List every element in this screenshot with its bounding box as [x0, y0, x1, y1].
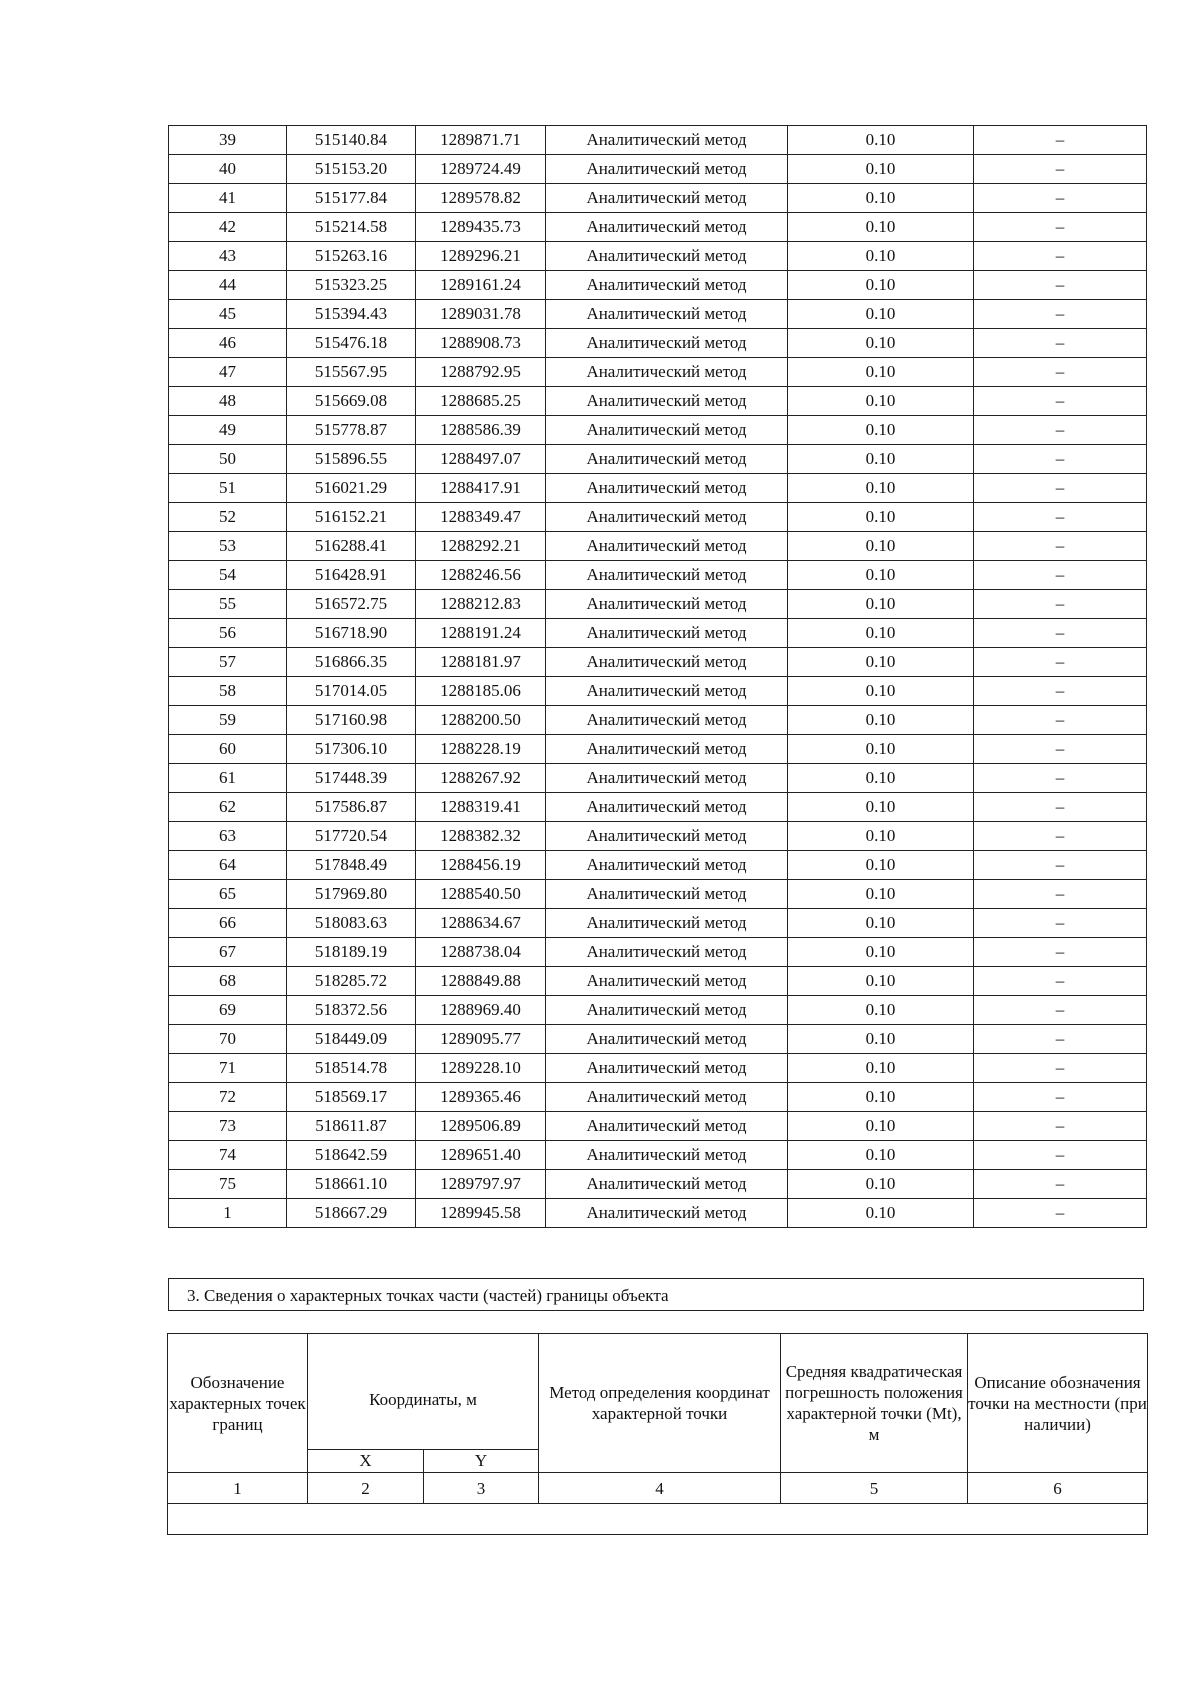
coord-x: 515669.08 — [287, 387, 416, 416]
column-number-2: 2 — [308, 1473, 424, 1504]
coord-x: 518372.56 — [287, 996, 416, 1025]
mt-value: 0.10 — [788, 445, 974, 474]
description: – — [974, 474, 1147, 503]
table-row — [169, 271, 1147, 300]
description: – — [974, 764, 1147, 793]
coord-x: 518642.59 — [287, 1141, 416, 1170]
table-row — [169, 1083, 1147, 1112]
point-number: 56 — [169, 619, 287, 648]
description: – — [974, 532, 1147, 561]
description: – — [974, 648, 1147, 677]
description: – — [974, 1083, 1147, 1112]
table-row — [169, 735, 1147, 764]
mt-value: 0.10 — [788, 793, 974, 822]
mt-value: 0.10 — [788, 474, 974, 503]
table-row — [169, 126, 1147, 155]
coord-y: 1288586.39 — [416, 416, 546, 445]
table-row — [169, 300, 1147, 329]
coord-y: 1288228.19 — [416, 735, 546, 764]
point-number: 59 — [169, 706, 287, 735]
header-mt: Средняя квадратическая погрешность положения характерной точки (Mt), м — [781, 1334, 968, 1473]
table-row — [169, 996, 1147, 1025]
method: Аналитический метод — [546, 445, 788, 474]
coord-x: 518514.78 — [287, 1054, 416, 1083]
header-method: Метод определения координат характерной точки — [539, 1334, 781, 1473]
header-x: X — [308, 1450, 424, 1473]
description: – — [974, 358, 1147, 387]
mt-value: 0.10 — [788, 996, 974, 1025]
coord-x: 517586.87 — [287, 793, 416, 822]
coord-x: 516572.75 — [287, 590, 416, 619]
coord-x: 515896.55 — [287, 445, 416, 474]
description: – — [974, 1199, 1147, 1228]
description: – — [974, 706, 1147, 735]
method: Аналитический метод — [546, 503, 788, 532]
method: Аналитический метод — [546, 851, 788, 880]
mt-value: 0.10 — [788, 851, 974, 880]
method: Аналитический метод — [546, 416, 788, 445]
coord-y: 1289651.40 — [416, 1141, 546, 1170]
table-row — [169, 938, 1147, 967]
coord-y: 1289031.78 — [416, 300, 546, 329]
coord-x: 515177.84 — [287, 184, 416, 213]
point-number: 70 — [169, 1025, 287, 1054]
description: – — [974, 996, 1147, 1025]
section-3-title: 3. Сведения о характерных точках части (частей) границы объекта — [168, 1278, 1144, 1311]
column-number-4: 4 — [539, 1473, 781, 1504]
coord-x: 515567.95 — [287, 358, 416, 387]
coord-y: 1289161.24 — [416, 271, 546, 300]
coord-x: 517720.54 — [287, 822, 416, 851]
table-row — [169, 880, 1147, 909]
part-boundary-points-table — [167, 1333, 1148, 1535]
description: – — [974, 880, 1147, 909]
point-number: 44 — [169, 271, 287, 300]
method: Аналитический метод — [546, 590, 788, 619]
description: – — [974, 213, 1147, 242]
mt-value: 0.10 — [788, 706, 974, 735]
method: Аналитический метод — [546, 1112, 788, 1141]
coord-x: 517014.05 — [287, 677, 416, 706]
point-number: 74 — [169, 1141, 287, 1170]
mt-value: 0.10 — [788, 532, 974, 561]
description: – — [974, 503, 1147, 532]
method: Аналитический метод — [546, 1170, 788, 1199]
coord-x: 516718.90 — [287, 619, 416, 648]
description: – — [974, 445, 1147, 474]
method: Аналитический метод — [546, 677, 788, 706]
method: Аналитический метод — [546, 474, 788, 503]
method: Аналитический метод — [546, 126, 788, 155]
table-row — [169, 1054, 1147, 1083]
description: – — [974, 1025, 1147, 1054]
coord-x: 515263.16 — [287, 242, 416, 271]
point-number: 63 — [169, 822, 287, 851]
method: Аналитический метод — [546, 242, 788, 271]
description: – — [974, 938, 1147, 967]
method: Аналитический метод — [546, 764, 788, 793]
method: Аналитический метод — [546, 1025, 788, 1054]
point-number: 54 — [169, 561, 287, 590]
mt-value: 0.10 — [788, 155, 974, 184]
method: Аналитический метод — [546, 358, 788, 387]
column-number-5: 5 — [781, 1473, 968, 1504]
table-row — [169, 474, 1147, 503]
coord-y: 1289578.82 — [416, 184, 546, 213]
method: Аналитический метод — [546, 735, 788, 764]
coord-y: 1288267.92 — [416, 764, 546, 793]
column-number-3: 3 — [424, 1473, 539, 1504]
mt-value: 0.10 — [788, 1170, 974, 1199]
coord-y: 1288417.91 — [416, 474, 546, 503]
point-number: 49 — [169, 416, 287, 445]
method: Аналитический метод — [546, 938, 788, 967]
point-number: 65 — [169, 880, 287, 909]
coord-y: 1289724.49 — [416, 155, 546, 184]
coord-x: 516428.91 — [287, 561, 416, 590]
column-number-6: 6 — [968, 1473, 1148, 1504]
coord-x: 515778.87 — [287, 416, 416, 445]
coord-x: 517448.39 — [287, 764, 416, 793]
coord-x: 518661.10 — [287, 1170, 416, 1199]
boundary-points-table — [168, 125, 1147, 1228]
coord-y: 1288349.47 — [416, 503, 546, 532]
point-number: 42 — [169, 213, 287, 242]
mt-value: 0.10 — [788, 1141, 974, 1170]
description: – — [974, 1112, 1147, 1141]
coord-y: 1288191.24 — [416, 619, 546, 648]
coord-y: 1289228.10 — [416, 1054, 546, 1083]
coord-y: 1289296.21 — [416, 242, 546, 271]
description: – — [974, 619, 1147, 648]
mt-value: 0.10 — [788, 300, 974, 329]
table-row — [169, 793, 1147, 822]
mt-value: 0.10 — [788, 1083, 974, 1112]
table-row — [169, 416, 1147, 445]
coord-y: 1288185.06 — [416, 677, 546, 706]
table-row — [169, 706, 1147, 735]
table-row — [169, 213, 1147, 242]
table-row — [169, 677, 1147, 706]
point-number: 61 — [169, 764, 287, 793]
point-number: 73 — [169, 1112, 287, 1141]
method: Аналитический метод — [546, 155, 788, 184]
mt-value: 0.10 — [788, 184, 974, 213]
coord-x: 518449.09 — [287, 1025, 416, 1054]
description: – — [974, 242, 1147, 271]
mt-value: 0.10 — [788, 271, 974, 300]
coord-y: 1288540.50 — [416, 880, 546, 909]
table-row — [169, 1025, 1147, 1054]
coord-y: 1288200.50 — [416, 706, 546, 735]
point-number: 40 — [169, 155, 287, 184]
coord-x: 515214.58 — [287, 213, 416, 242]
mt-value: 0.10 — [788, 1025, 974, 1054]
description: – — [974, 126, 1147, 155]
mt-value: 0.10 — [788, 938, 974, 967]
description: – — [974, 909, 1147, 938]
coord-y: 1288685.25 — [416, 387, 546, 416]
description: – — [974, 300, 1147, 329]
mt-value: 0.10 — [788, 822, 974, 851]
point-number: 1 — [169, 1199, 287, 1228]
point-number: 72 — [169, 1083, 287, 1112]
coord-y: 1288319.41 — [416, 793, 546, 822]
coord-y: 1289506.89 — [416, 1112, 546, 1141]
method: Аналитический метод — [546, 1199, 788, 1228]
coord-y: 1288849.88 — [416, 967, 546, 996]
mt-value: 0.10 — [788, 735, 974, 764]
empty-data-row — [168, 1504, 1148, 1535]
description: – — [974, 851, 1147, 880]
coord-x: 518569.17 — [287, 1083, 416, 1112]
method: Аналитический метод — [546, 300, 788, 329]
point-number: 75 — [169, 1170, 287, 1199]
description: – — [974, 793, 1147, 822]
description: – — [974, 155, 1147, 184]
description: – — [974, 561, 1147, 590]
point-number: 43 — [169, 242, 287, 271]
coord-y: 1288634.67 — [416, 909, 546, 938]
mt-value: 0.10 — [788, 358, 974, 387]
table-row — [169, 851, 1147, 880]
method: Аналитический метод — [546, 706, 788, 735]
point-number: 52 — [169, 503, 287, 532]
table-row — [169, 909, 1147, 938]
table-row — [169, 387, 1147, 416]
table-row — [169, 503, 1147, 532]
point-number: 50 — [169, 445, 287, 474]
mt-value: 0.10 — [788, 126, 974, 155]
description: – — [974, 735, 1147, 764]
coord-y: 1288212.83 — [416, 590, 546, 619]
coord-y: 1289797.97 — [416, 1170, 546, 1199]
mt-value: 0.10 — [788, 619, 974, 648]
coord-x: 515323.25 — [287, 271, 416, 300]
description: – — [974, 1054, 1147, 1083]
coord-x: 515394.43 — [287, 300, 416, 329]
coord-x: 516866.35 — [287, 648, 416, 677]
description: – — [974, 967, 1147, 996]
method: Аналитический метод — [546, 213, 788, 242]
mt-value: 0.10 — [788, 387, 974, 416]
coord-x: 515476.18 — [287, 329, 416, 358]
description: – — [974, 271, 1147, 300]
coord-x: 516288.41 — [287, 532, 416, 561]
description: – — [974, 184, 1147, 213]
coord-x: 516021.29 — [287, 474, 416, 503]
point-number: 58 — [169, 677, 287, 706]
table-row — [169, 532, 1147, 561]
coord-x: 517848.49 — [287, 851, 416, 880]
coord-y: 1288908.73 — [416, 329, 546, 358]
point-number: 55 — [169, 590, 287, 619]
method: Аналитический метод — [546, 561, 788, 590]
coord-x: 515140.84 — [287, 126, 416, 155]
coord-y: 1289365.46 — [416, 1083, 546, 1112]
table-row — [169, 561, 1147, 590]
point-number: 46 — [169, 329, 287, 358]
header-y: Y — [424, 1450, 539, 1473]
mt-value: 0.10 — [788, 329, 974, 358]
description: – — [974, 590, 1147, 619]
table-row — [169, 1112, 1147, 1141]
method: Аналитический метод — [546, 619, 788, 648]
description: – — [974, 822, 1147, 851]
method: Аналитический метод — [546, 996, 788, 1025]
point-number: 57 — [169, 648, 287, 677]
mt-value: 0.10 — [788, 677, 974, 706]
description: – — [974, 416, 1147, 445]
description: – — [974, 1170, 1147, 1199]
table-row — [169, 648, 1147, 677]
method: Аналитический метод — [546, 648, 788, 677]
point-number: 67 — [169, 938, 287, 967]
mt-value: 0.10 — [788, 590, 974, 619]
header-coordinates-label: Координаты, м — [369, 1390, 477, 1409]
description: – — [974, 387, 1147, 416]
description: – — [974, 677, 1147, 706]
coord-y: 1289945.58 — [416, 1199, 546, 1228]
mt-value: 0.10 — [788, 764, 974, 793]
table-row — [169, 155, 1147, 184]
coord-y: 1288792.95 — [416, 358, 546, 387]
coord-x: 518285.72 — [287, 967, 416, 996]
method: Аналитический метод — [546, 1141, 788, 1170]
method: Аналитический метод — [546, 271, 788, 300]
table-row — [169, 1141, 1147, 1170]
method: Аналитический метод — [546, 967, 788, 996]
coord-y: 1288181.97 — [416, 648, 546, 677]
coord-y: 1288497.07 — [416, 445, 546, 474]
table-row — [169, 445, 1147, 474]
method: Аналитический метод — [546, 387, 788, 416]
table-row — [169, 590, 1147, 619]
point-number: 39 — [169, 126, 287, 155]
coord-y: 1289095.77 — [416, 1025, 546, 1054]
point-number: 45 — [169, 300, 287, 329]
coord-y: 1288969.40 — [416, 996, 546, 1025]
coord-x: 516152.21 — [287, 503, 416, 532]
method: Аналитический метод — [546, 184, 788, 213]
point-number: 62 — [169, 793, 287, 822]
method: Аналитический метод — [546, 822, 788, 851]
coord-y: 1288292.21 — [416, 532, 546, 561]
point-number: 69 — [169, 996, 287, 1025]
header-description: Описание обозначения точки на местности (при наличии) — [968, 1334, 1148, 1473]
coord-x: 518667.29 — [287, 1199, 416, 1228]
description: – — [974, 1141, 1147, 1170]
mt-value: 0.10 — [788, 1199, 974, 1228]
point-number: 48 — [169, 387, 287, 416]
header-coordinates — [308, 1334, 539, 1450]
point-number: 51 — [169, 474, 287, 503]
mt-value: 0.10 — [788, 648, 974, 677]
coord-x: 517306.10 — [287, 735, 416, 764]
header-designation: Обозначение характерных точек границ — [168, 1334, 308, 1473]
coord-y: 1289871.71 — [416, 126, 546, 155]
method: Аналитический метод — [546, 329, 788, 358]
point-number: 60 — [169, 735, 287, 764]
point-number: 53 — [169, 532, 287, 561]
coord-x: 518083.63 — [287, 909, 416, 938]
mt-value: 0.10 — [788, 909, 974, 938]
column-number-1: 1 — [168, 1473, 308, 1504]
table-row — [169, 184, 1147, 213]
mt-value: 0.10 — [788, 242, 974, 271]
method: Аналитический метод — [546, 532, 788, 561]
table-row — [169, 1199, 1147, 1228]
table-row — [169, 764, 1147, 793]
table-row — [169, 329, 1147, 358]
coord-x: 515153.20 — [287, 155, 416, 184]
point-number: 64 — [169, 851, 287, 880]
coord-y: 1288456.19 — [416, 851, 546, 880]
method: Аналитический метод — [546, 793, 788, 822]
mt-value: 0.10 — [788, 880, 974, 909]
mt-value: 0.10 — [788, 1112, 974, 1141]
mt-value: 0.10 — [788, 561, 974, 590]
coord-y: 1288246.56 — [416, 561, 546, 590]
mt-value: 0.10 — [788, 416, 974, 445]
method: Аналитический метод — [546, 1054, 788, 1083]
method: Аналитический метод — [546, 909, 788, 938]
point-number: 71 — [169, 1054, 287, 1083]
coord-y: 1288382.32 — [416, 822, 546, 851]
method: Аналитический метод — [546, 1083, 788, 1112]
method: Аналитический метод — [546, 880, 788, 909]
mt-value: 0.10 — [788, 503, 974, 532]
table-row — [169, 619, 1147, 648]
table-row — [169, 1170, 1147, 1199]
boundary-points-body — [169, 126, 1147, 1228]
coord-y: 1289435.73 — [416, 213, 546, 242]
description: – — [974, 329, 1147, 358]
coord-x: 517160.98 — [287, 706, 416, 735]
coord-y: 1288738.04 — [416, 938, 546, 967]
table-row — [169, 967, 1147, 996]
table-row — [169, 242, 1147, 271]
mt-value: 0.10 — [788, 1054, 974, 1083]
point-number: 68 — [169, 967, 287, 996]
table-row — [169, 358, 1147, 387]
mt-value: 0.10 — [788, 213, 974, 242]
mt-value: 0.10 — [788, 967, 974, 996]
point-number: 47 — [169, 358, 287, 387]
coord-x: 518189.19 — [287, 938, 416, 967]
table-row — [169, 822, 1147, 851]
point-number: 41 — [169, 184, 287, 213]
point-number: 66 — [169, 909, 287, 938]
coord-x: 517969.80 — [287, 880, 416, 909]
coord-x: 518611.87 — [287, 1112, 416, 1141]
